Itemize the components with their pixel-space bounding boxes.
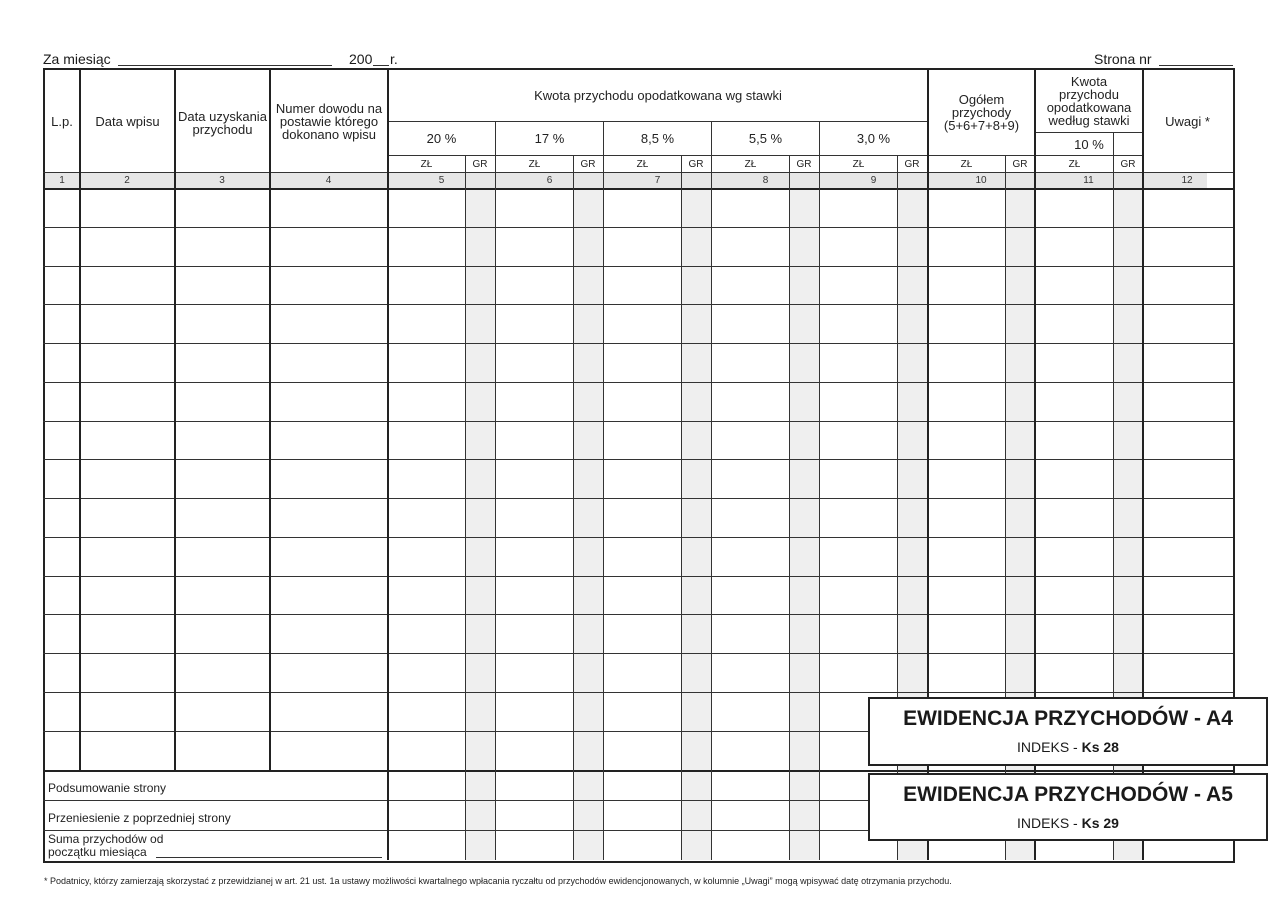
column-number: 4: [325, 175, 332, 186]
column-number: 11: [1083, 175, 1094, 186]
col-lp-header: L.p.: [51, 113, 73, 129]
carried-over-label: Przeniesienie z poprzedniej strony: [48, 811, 231, 825]
col-divider: [495, 121, 496, 860]
rate-20-label: 20 %: [426, 131, 457, 146]
table-row-line: [43, 266, 1233, 267]
column-number: 9: [870, 175, 877, 186]
badge-index-label: INDEKS -: [1017, 739, 1082, 755]
rate-3-0-label: 3,0 %: [856, 131, 891, 146]
column-number: 7: [654, 175, 661, 186]
month-total-label: Suma przychodów od: [48, 832, 164, 846]
col-divider: [819, 121, 820, 860]
zl-label: ZŁ: [1068, 158, 1081, 170]
col-amount10-header: Kwota przychodu opodatkowana według stawki: [1046, 74, 1132, 128]
column-number: 1: [59, 175, 65, 186]
rate-10-label: 10 %: [1074, 136, 1104, 152]
badge-index-code: Ks 29: [1081, 815, 1119, 831]
column-number: 8: [762, 175, 769, 186]
gr-divider: [681, 155, 682, 860]
badge-index-code: Ks 28: [1081, 739, 1119, 755]
gr-divider: [465, 155, 466, 860]
page-label: Strona nr: [1094, 51, 1152, 67]
badge-index: [870, 815, 1266, 831]
zl-label: ZŁ: [528, 158, 541, 170]
gr-divider: [789, 155, 790, 860]
gr-label: GR: [580, 158, 596, 170]
column-number: 2: [124, 175, 130, 186]
column-number: 12: [1181, 175, 1193, 186]
table-row-line: [43, 653, 1233, 654]
gr-divider: [573, 155, 574, 860]
badge-title: EWIDENCJA PRZYCHODÓW - A5: [903, 783, 1233, 806]
column-number: 5: [438, 175, 445, 186]
table-row-line: [43, 382, 1233, 383]
table-row-line: [43, 459, 1233, 460]
col-entry-date-header: Data wpisu: [95, 113, 160, 129]
column-number: 10: [975, 175, 987, 186]
col-document-header: Numer dowodu na postawie którego dokonano wpisu: [275, 100, 383, 142]
gr-label: GR: [796, 158, 812, 170]
table-row-line: [43, 614, 1233, 615]
summary-top: [43, 770, 1233, 772]
col-divider: [711, 121, 712, 860]
table-row-line: [43, 498, 1233, 499]
product-badge-a5: [868, 773, 1268, 841]
table-row-line: [43, 537, 1233, 538]
badge-index-label: INDEKS -: [1017, 815, 1082, 831]
table-row-line: [43, 692, 1233, 693]
product-badge-a4: [868, 697, 1268, 766]
column-number: 6: [546, 175, 553, 186]
col-total-header: Ogółem przychody (5+6+7+8+9): [943, 92, 1020, 133]
gr-label: GR: [472, 158, 488, 170]
rate-group-header: Kwota przychodu opodatkowana wg stawki: [534, 88, 782, 103]
page-summary-label: Podsumowanie strony: [48, 781, 167, 795]
zl-label: ZŁ: [420, 158, 433, 170]
table-row-line: [43, 421, 1233, 422]
zl-label: ZŁ: [744, 158, 757, 170]
badge-index: [870, 739, 1266, 755]
rate-5-5-label: 5,5 %: [748, 131, 783, 146]
gr-label: GR: [904, 158, 920, 170]
col-divider: [603, 121, 604, 860]
rate-17-label: 17 %: [534, 131, 565, 146]
header-bottom: [43, 188, 1233, 190]
gr-label: GR: [688, 158, 704, 170]
footnote: * Podatnicy, którzy zamierzają skorzystać z przewidzianej w art. 21 ust. 1a ustawy możliwości kwartalnego wpłacania ryczałtu od przychodów ewidencjonowanych, w kolumnie „Uwagi” mogą wpisywać datę otrzymania przychodu.: [44, 876, 952, 886]
month-label: Za miesiąc: [43, 51, 111, 67]
month-total-field[interactable]: [156, 857, 382, 858]
year-field[interactable]: [373, 65, 389, 66]
zl-label: ZŁ: [960, 158, 973, 170]
year-prefix: 200: [349, 51, 373, 67]
month-field[interactable]: [118, 65, 332, 66]
year-suffix: r.: [390, 51, 398, 67]
badge-title: EWIDENCJA PRZYCHODÓW - A4: [903, 707, 1233, 730]
col-remarks-header: Uwagi *: [1165, 113, 1210, 129]
col-receipt-date-header: Data uzyskania przychodu: [178, 109, 267, 137]
table-row-line: [43, 227, 1233, 228]
zl-label: ZŁ: [852, 158, 865, 170]
month-total-label-2: początku miesiąca: [48, 845, 147, 859]
table-row-line: [43, 304, 1233, 305]
zl-label: ZŁ: [636, 158, 649, 170]
page-number-field[interactable]: [1159, 65, 1233, 66]
rate-8-5-label: 8,5 %: [640, 131, 675, 146]
gr-label: GR: [1120, 158, 1136, 170]
table-row-line: [43, 343, 1233, 344]
table-row-line: [43, 576, 1233, 577]
gr-label: GR: [1012, 158, 1028, 170]
column-number: 3: [219, 175, 225, 186]
